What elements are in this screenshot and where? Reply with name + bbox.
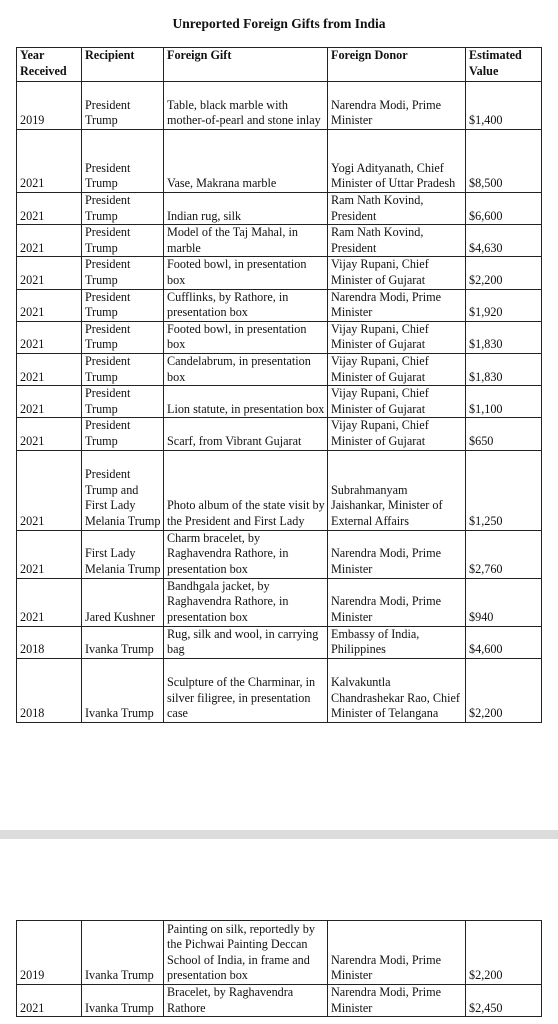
- cell-value: $4,630: [466, 225, 542, 257]
- cell-gift: Bandhgala jacket, by Raghavendra Rathore, in presentation box: [164, 578, 328, 626]
- table-row: [17, 578, 542, 626]
- cell-recipient: First Lady Melania Trump: [82, 530, 164, 578]
- cell-year: 2018: [17, 626, 82, 658]
- cell-value: $2,200: [466, 921, 542, 985]
- cell-gift: Lion statute, in presentation box: [164, 386, 328, 418]
- gifts-table-continued: [16, 920, 542, 1017]
- cell-gift: Charm bracelet, by Raghavendra Rathore, in presentation box: [164, 530, 328, 578]
- cell-year: 2021: [17, 578, 82, 626]
- table-row: [17, 626, 542, 658]
- table-row: [17, 82, 542, 130]
- table-row: [17, 321, 542, 353]
- table-row: [17, 257, 542, 289]
- cell-gift: Rug, silk and wool, in carrying bag: [164, 626, 328, 658]
- col-header-year: Year Received: [17, 48, 82, 82]
- table-row: [17, 418, 542, 450]
- cell-value: $1,920: [466, 289, 542, 321]
- cell-donor: Narendra Modi, Prime Minister: [328, 921, 466, 985]
- table-row: [17, 353, 542, 385]
- cell-gift: Bracelet, by Raghavendra Rathore: [164, 985, 328, 1017]
- cell-gift: Vase, Makrana marble: [164, 130, 328, 193]
- cell-value: $4,600: [466, 626, 542, 658]
- cell-donor: Vijay Rupani, Chief Minister of Gujarat: [328, 321, 466, 353]
- cell-recipient: President Trump: [82, 386, 164, 418]
- cell-year: 2021: [17, 225, 82, 257]
- cell-value: $2,200: [466, 257, 542, 289]
- cell-year: 2021: [17, 353, 82, 385]
- cell-year: 2021: [17, 530, 82, 578]
- cell-gift: Painting on silk, reportedly by the Pichwai Painting Deccan School of India, in frame and presentation box: [164, 921, 328, 985]
- cell-value: $2,200: [466, 658, 542, 722]
- cell-year: 2018: [17, 658, 82, 722]
- cell-recipient: President Trump: [82, 353, 164, 385]
- col-header-gift: Foreign Gift: [164, 48, 328, 82]
- cell-donor: Ram Nath Kovind, President: [328, 225, 466, 257]
- cell-donor: Embassy of India, Philippines: [328, 626, 466, 658]
- table-row: [17, 225, 542, 257]
- cell-donor: Narendra Modi, Prime Minister: [328, 578, 466, 626]
- cell-recipient: Ivanka Trump: [82, 626, 164, 658]
- cell-recipient: President Trump: [82, 257, 164, 289]
- cell-donor: Narendra Modi, Prime Minister: [328, 530, 466, 578]
- cell-gift: Scarf, from Vibrant Gujarat: [164, 418, 328, 450]
- cell-donor: Narendra Modi, Prime Minister: [328, 985, 466, 1017]
- cell-gift: Footed bowl, in presentation box: [164, 321, 328, 353]
- cell-year: 2021: [17, 130, 82, 193]
- cell-year: 2021: [17, 257, 82, 289]
- cell-year: 2019: [17, 921, 82, 985]
- cell-value: $6,600: [466, 193, 542, 225]
- table-row: [17, 130, 542, 193]
- cell-donor: Ram Nath Kovind, President: [328, 193, 466, 225]
- cell-donor: Kalvakuntla Chandrashekar Rao, Chief Minister of Telangana: [328, 658, 466, 722]
- table-row: [17, 289, 542, 321]
- cell-gift: Model of the Taj Mahal, in marble: [164, 225, 328, 257]
- cell-gift: Sculpture of the Charminar, in silver filigree, in presentation case: [164, 658, 328, 722]
- table-row: [17, 450, 542, 530]
- cell-gift: Table, black marble with mother-of-pearl and stone inlay: [164, 82, 328, 130]
- cell-recipient: President Trump: [82, 289, 164, 321]
- cell-recipient: Ivanka Trump: [82, 921, 164, 985]
- page-divider: [0, 830, 558, 839]
- col-header-donor: Foreign Donor: [328, 48, 466, 82]
- cell-recipient: President Trump: [82, 418, 164, 450]
- cell-donor: Vijay Rupani, Chief Minister of Gujarat: [328, 386, 466, 418]
- cell-year: 2021: [17, 985, 82, 1017]
- col-header-recipient: Recipient: [82, 48, 164, 82]
- cell-recipient: President Trump: [82, 225, 164, 257]
- cell-value: $2,760: [466, 530, 542, 578]
- cell-year: 2021: [17, 289, 82, 321]
- cell-donor: Narendra Modi, Prime Minister: [328, 289, 466, 321]
- table-header-row: [17, 48, 542, 82]
- cell-value: $2,450: [466, 985, 542, 1017]
- cell-recipient: President Trump: [82, 130, 164, 193]
- cell-recipient: President Trump: [82, 321, 164, 353]
- cell-donor: Vijay Rupani, Chief Minister of Gujarat: [328, 418, 466, 450]
- cell-donor: Vijay Rupani, Chief Minister of Gujarat: [328, 353, 466, 385]
- cell-year: 2019: [17, 82, 82, 130]
- cell-year: 2021: [17, 386, 82, 418]
- cell-value: $8,500: [466, 130, 542, 193]
- cell-recipient: President Trump: [82, 82, 164, 130]
- cell-gift: Cufflinks, by Rathore, in presentation box: [164, 289, 328, 321]
- col-header-value: Estimated Value: [466, 48, 542, 82]
- cell-recipient: Ivanka Trump: [82, 985, 164, 1017]
- cell-recipient: Ivanka Trump: [82, 658, 164, 722]
- cell-value: $1,100: [466, 386, 542, 418]
- cell-donor: Narendra Modi, Prime Minister: [328, 82, 466, 130]
- table-row: [17, 530, 542, 578]
- cell-year: 2021: [17, 450, 82, 530]
- cell-year: 2021: [17, 418, 82, 450]
- cell-value: $1,830: [466, 321, 542, 353]
- cell-recipient: Jared Kushner: [82, 578, 164, 626]
- cell-donor: Yogi Adityanath, Chief Minister of Uttar Pradesh: [328, 130, 466, 193]
- cell-recipient: President Trump and First Lady Melania Trump: [82, 450, 164, 530]
- cell-donor: Vijay Rupani, Chief Minister of Gujarat: [328, 257, 466, 289]
- cell-value: $940: [466, 578, 542, 626]
- table-row: [17, 386, 542, 418]
- cell-gift: Footed bowl, in presentation box: [164, 257, 328, 289]
- page-title: Unreported Foreign Gifts from India: [172, 16, 386, 31]
- table-row: [17, 985, 542, 1017]
- cell-value: $1,830: [466, 353, 542, 385]
- cell-year: 2021: [17, 193, 82, 225]
- cell-year: 2021: [17, 321, 82, 353]
- cell-gift: Indian rug, silk: [164, 193, 328, 225]
- cell-recipient: President Trump: [82, 193, 164, 225]
- gifts-table: [16, 47, 542, 723]
- table-row: [17, 921, 542, 985]
- table-row: [17, 658, 542, 722]
- cell-value: $1,400: [466, 82, 542, 130]
- cell-gift: Photo album of the state visit by the President and First Lady: [164, 450, 328, 530]
- table-row: [17, 193, 542, 225]
- cell-donor: Subrahmanyam Jaishankar, Minister of External Affairs: [328, 450, 466, 530]
- cell-value: $1,250: [466, 450, 542, 530]
- cell-gift: Candelabrum, in presentation box: [164, 353, 328, 385]
- cell-value: $650: [466, 418, 542, 450]
